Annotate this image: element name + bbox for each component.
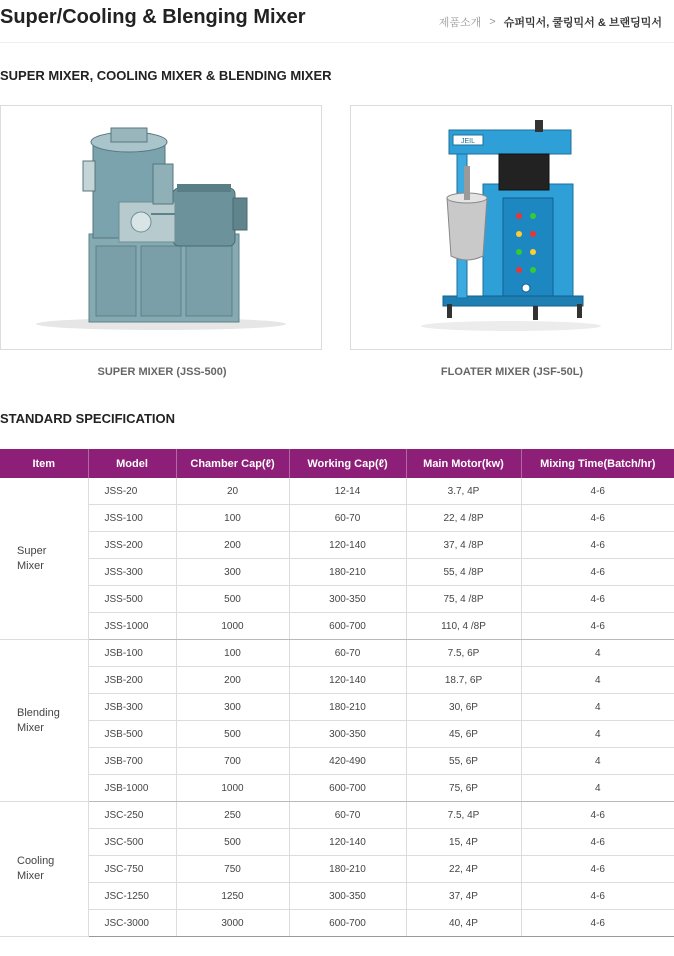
products-heading: SUPER MIXER, COOLING MIXER & BLENDING MIXER (0, 68, 332, 83)
table-row (0, 694, 674, 721)
model-cell: JSS-300 (88, 559, 176, 586)
table-row (0, 829, 674, 856)
chamber-cap-cell: 200 (176, 532, 289, 559)
table-row (0, 721, 674, 748)
table-row (0, 559, 674, 586)
chamber-cap-cell: 200 (176, 667, 289, 694)
main-motor-cell: 22, 4P (406, 856, 521, 883)
table-row (0, 478, 674, 505)
mixing-time-cell: 4 (521, 640, 674, 667)
floater-mixer-photo (350, 105, 672, 350)
model-cell: JSS-500 (88, 586, 176, 613)
working-cap-cell: 600-700 (289, 910, 406, 937)
col-header-model: Model (88, 449, 176, 478)
item-group-label: Mixer (17, 870, 44, 882)
chamber-cap-cell: 1000 (176, 613, 289, 640)
title-divider (0, 42, 674, 43)
main-motor-cell: 15, 4P (406, 829, 521, 856)
col-header-main-motor: Main Motor(kw) (406, 449, 521, 478)
model-cell: JSS-1000 (88, 613, 176, 640)
chamber-cap-cell: 100 (176, 505, 289, 532)
working-cap-cell: 120-140 (289, 829, 406, 856)
mixing-time-cell: 4-6 (521, 586, 674, 613)
mixing-time-cell: 4 (521, 667, 674, 694)
super-mixer-photo (0, 105, 322, 350)
item-group-label: Mixer (17, 559, 44, 572)
working-cap-cell: 60-70 (289, 505, 406, 532)
mixing-time-cell: 4-6 (521, 613, 674, 640)
main-motor-cell: 7.5, 4P (406, 802, 521, 829)
main-motor-cell: 45, 6P (406, 721, 521, 748)
working-cap-cell: 600-700 (289, 775, 406, 802)
main-motor-cell: 18.7, 6P (406, 667, 521, 694)
chamber-cap-cell: 500 (176, 721, 289, 748)
working-cap-cell: 180-210 (289, 559, 406, 586)
super-mixer-caption: SUPER MIXER (JSS-500) (97, 366, 227, 378)
floater-mixer-caption: FLOATER MIXER (JSF-50L) (440, 366, 584, 378)
item-group-cell (0, 478, 88, 640)
working-cap-cell: 120-140 (289, 532, 406, 559)
main-motor-cell: 40, 4P (406, 910, 521, 937)
table-row (0, 883, 674, 910)
chamber-cap-cell: 100 (176, 640, 289, 667)
breadcrumb (439, 14, 662, 30)
chamber-cap-cell: 500 (176, 586, 289, 613)
spec-heading: STANDARD SPECIFICATION (0, 411, 176, 426)
table-row (0, 667, 674, 694)
mixing-time-cell: 4-6 (521, 802, 674, 829)
item-group-label: Blending (17, 706, 60, 719)
model-cell: JSB-200 (88, 667, 176, 694)
mixing-time-cell: 4-6 (521, 910, 674, 937)
main-motor-cell: 3.7, 4P (406, 478, 521, 505)
main-motor-cell: 55, 4 /8P (406, 559, 521, 586)
model-cell: JSC-750 (88, 856, 176, 883)
chevron-right-icon: > (489, 16, 496, 28)
main-motor-cell: 110, 4 /8P (406, 613, 521, 640)
chamber-cap-cell: 1000 (176, 775, 289, 802)
model-cell: JSC-250 (88, 802, 176, 829)
spec-table-body (0, 478, 674, 937)
chamber-cap-cell: 300 (176, 694, 289, 721)
mixing-time-cell: 4-6 (521, 505, 674, 532)
chamber-cap-cell: 20 (176, 478, 289, 505)
table-row (0, 640, 674, 667)
page-title: Super/Cooling & Blenging Mixer (0, 6, 306, 28)
chamber-cap-cell: 250 (176, 802, 289, 829)
floater-mixer-image (351, 106, 671, 349)
main-motor-cell: 75, 6P (406, 775, 521, 802)
super-mixer-image (1, 106, 321, 349)
working-cap-cell: 60-70 (289, 640, 406, 667)
main-motor-cell: 37, 4P (406, 883, 521, 910)
item-group-cell (0, 640, 88, 802)
mixing-time-cell: 4-6 (521, 559, 674, 586)
item-group-label: Mixer (17, 721, 44, 734)
table-row (0, 748, 674, 775)
mixing-time-cell: 4 (521, 694, 674, 721)
main-motor-cell: 55, 6P (406, 748, 521, 775)
table-row (0, 910, 674, 937)
table-row (0, 802, 674, 829)
col-header-working-cap: Working Cap(ℓ) (289, 449, 406, 478)
main-motor-cell: 30, 6P (406, 694, 521, 721)
spec-table (0, 449, 674, 937)
breadcrumb-current: 슈퍼믹서, 쿨링믹서 & 브랜딩믹서 (503, 17, 662, 29)
model-cell: JSB-300 (88, 694, 176, 721)
item-group-label: Super (17, 544, 47, 557)
model-cell: JSS-200 (88, 532, 176, 559)
spec-header-row (0, 449, 674, 478)
table-row (0, 532, 674, 559)
model-cell: JSS-20 (88, 478, 176, 505)
mixing-time-cell: 4-6 (521, 856, 674, 883)
table-row (0, 586, 674, 613)
main-motor-cell: 7.5, 6P (406, 640, 521, 667)
model-cell: JSC-3000 (88, 910, 176, 937)
model-cell: JSS-100 (88, 505, 176, 532)
working-cap-cell: 300-350 (289, 586, 406, 613)
chamber-cap-cell: 1250 (176, 883, 289, 910)
main-motor-cell: 22, 4 /8P (406, 505, 521, 532)
chamber-cap-cell: 500 (176, 829, 289, 856)
model-cell: JSB-500 (88, 721, 176, 748)
mixing-time-cell: 4-6 (521, 883, 674, 910)
model-cell: JSB-1000 (88, 775, 176, 802)
working-cap-cell: 600-700 (289, 613, 406, 640)
chamber-cap-cell: 300 (176, 559, 289, 586)
col-header-item: Item (0, 449, 88, 478)
model-cell: JSB-700 (88, 748, 176, 775)
mixing-time-cell: 4 (521, 775, 674, 802)
working-cap-cell: 300-350 (289, 883, 406, 910)
mixing-time-cell: 4-6 (521, 478, 674, 505)
chamber-cap-cell: 3000 (176, 910, 289, 937)
model-cell: JSC-1250 (88, 883, 176, 910)
working-cap-cell: 12-14 (289, 478, 406, 505)
col-header-chamber-cap: Chamber Cap(ℓ) (176, 449, 289, 478)
working-cap-cell: 120-140 (289, 667, 406, 694)
chamber-cap-cell: 700 (176, 748, 289, 775)
table-row (0, 505, 674, 532)
mixing-time-cell: 4 (521, 748, 674, 775)
item-group-label: Cooling (17, 855, 55, 867)
mixing-time-cell: 4 (521, 721, 674, 748)
item-group-cell (0, 802, 88, 937)
working-cap-cell: 300-350 (289, 721, 406, 748)
model-cell: JSC-500 (88, 829, 176, 856)
working-cap-cell: 60-70 (289, 802, 406, 829)
mixing-time-cell: 4-6 (521, 829, 674, 856)
nameplate-text: JEIL (460, 138, 476, 145)
breadcrumb-home-link[interactable]: 제품소개 (438, 17, 482, 29)
main-motor-cell: 75, 4 /8P (406, 586, 521, 613)
working-cap-cell: 180-210 (289, 694, 406, 721)
mixing-time-cell: 4-6 (521, 532, 674, 559)
working-cap-cell: 420-490 (289, 748, 406, 775)
table-row (0, 613, 674, 640)
working-cap-cell: 180-210 (289, 856, 406, 883)
col-header-mixing-time: Mixing Time(Batch/hr) (521, 449, 674, 478)
table-row (0, 856, 674, 883)
table-row (0, 775, 674, 802)
model-cell: JSB-100 (88, 640, 176, 667)
chamber-cap-cell: 750 (176, 856, 289, 883)
main-motor-cell: 37, 4 /8P (406, 532, 521, 559)
